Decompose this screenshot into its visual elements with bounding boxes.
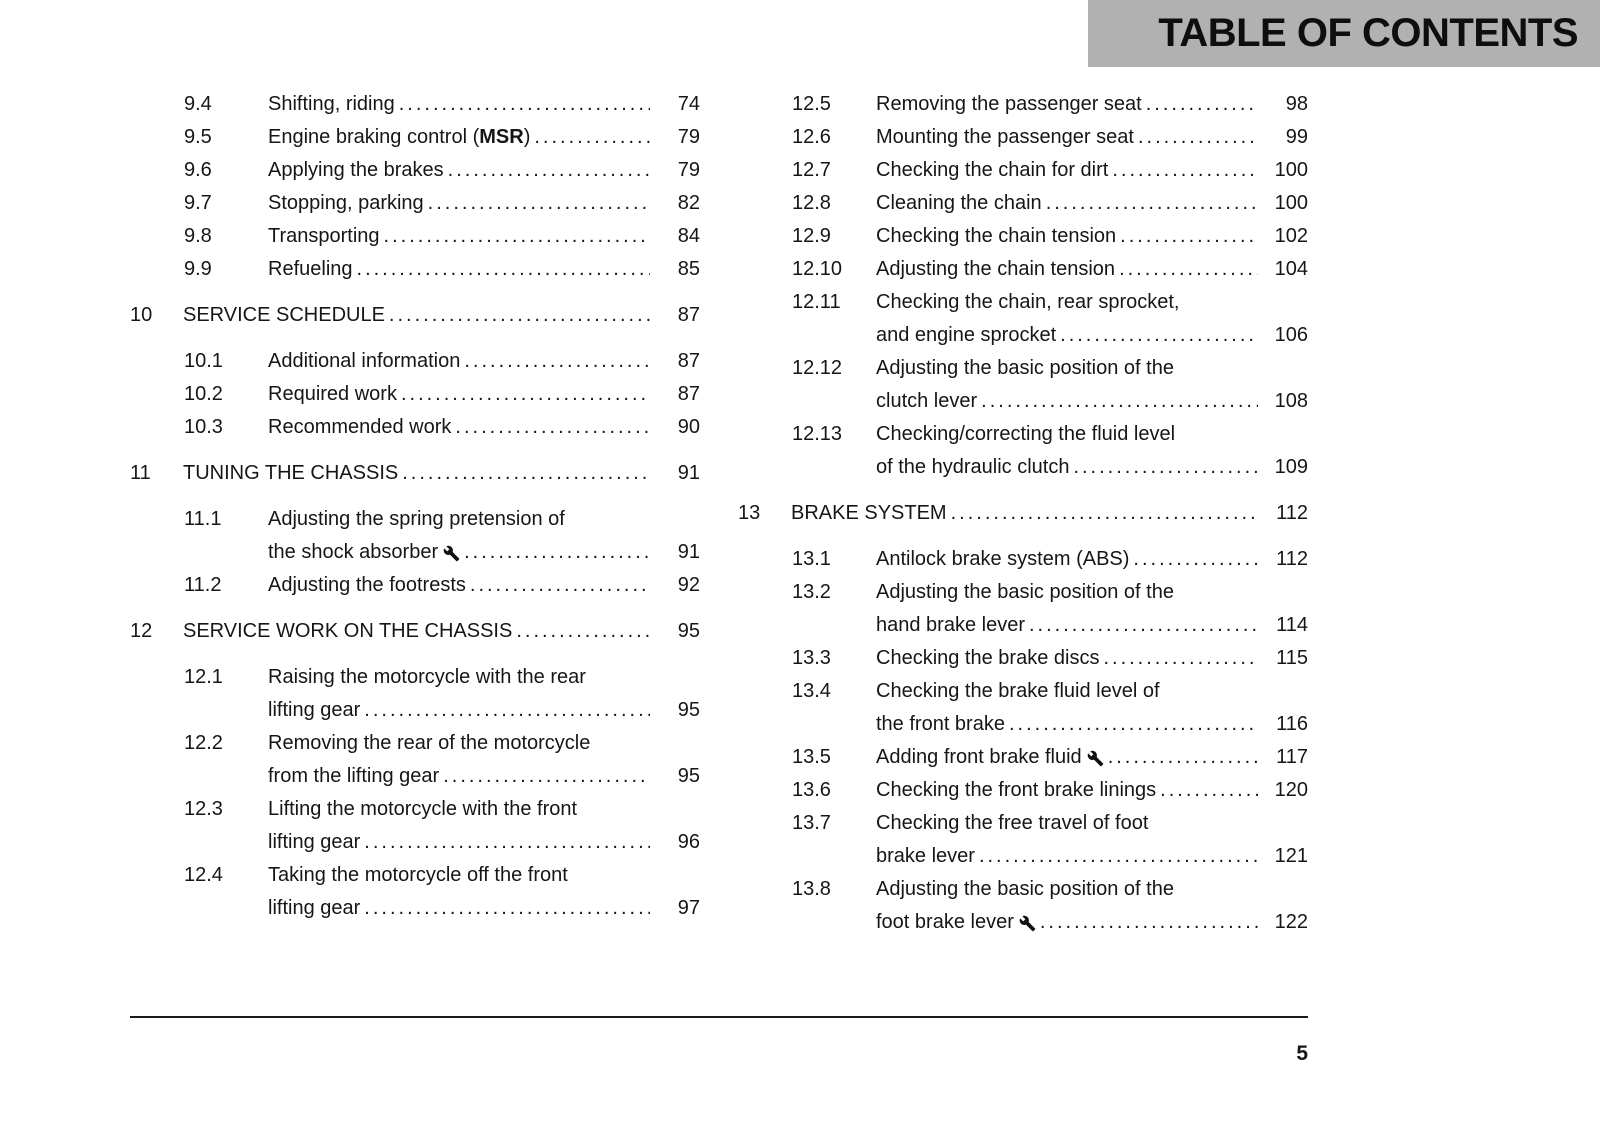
entry-number: 9.4 [184, 93, 212, 115]
dot-leader [470, 569, 650, 602]
toc-entry [130, 411, 700, 444]
entry-title: Stopping, parking [268, 192, 424, 214]
wrench-icon [443, 545, 460, 562]
entry-title: Checking the chain tension [876, 225, 1117, 247]
entry-number: 13.3 [792, 647, 831, 669]
entry-title: Required work [268, 383, 397, 405]
entry-title: Additional information [268, 350, 461, 372]
toc-entry [130, 253, 700, 286]
entry-page: 109 [1274, 456, 1308, 478]
toc-entry [738, 220, 1308, 253]
entry-number: 12.13 [792, 423, 843, 445]
entry-title-line2: from the lifting gear [268, 765, 440, 787]
entry-page: 87 [677, 383, 700, 405]
entry-title-line2: the shock absorber [268, 541, 439, 563]
entry-number: 9.9 [184, 258, 212, 280]
entry-title: Cleaning the chain [876, 192, 1042, 214]
dot-leader [464, 345, 650, 378]
dot-leader [979, 840, 1258, 873]
toc-section-entry [130, 615, 700, 648]
toc-entry [130, 187, 700, 220]
entry-number: 12.7 [792, 159, 831, 181]
toc-entry [130, 220, 700, 253]
entry-page: 104 [1274, 258, 1308, 280]
dot-leader [1103, 642, 1258, 675]
entry-title-line2: foot brake lever [876, 911, 1014, 933]
entry-title-line1: Adjusting the spring pretension of [268, 508, 565, 530]
toc-entry [130, 154, 700, 187]
entry-number: 13.1 [792, 548, 831, 570]
entry-number: 13.2 [792, 581, 831, 603]
dot-leader [402, 457, 650, 490]
entry-page: 97 [677, 897, 700, 919]
entry-title-line2: of the hydraulic clutch [876, 456, 1070, 478]
header-banner [1088, 0, 1600, 67]
entry-title-line2: brake lever [876, 845, 975, 867]
dot-leader [384, 220, 650, 253]
entry-number: 12.1 [184, 666, 223, 688]
entry-page: 112 [1276, 502, 1308, 524]
toc-entry [738, 873, 1308, 939]
entry-number: 13 [738, 502, 761, 524]
entry-page: 90 [677, 416, 700, 438]
dot-leader [1112, 154, 1258, 187]
entry-title-line1: Checking the free travel of foot [876, 812, 1149, 834]
entry-page: 87 [677, 350, 700, 372]
entry-number: 9.7 [184, 192, 212, 214]
entry-title-line2: hand brake lever [876, 614, 1025, 636]
entry-title: Checking the brake discs [876, 647, 1100, 669]
toc-entry [738, 253, 1308, 286]
toc-entry [738, 642, 1308, 675]
dot-leader [1029, 609, 1258, 642]
dot-leader [389, 299, 650, 332]
entry-page: 108 [1274, 390, 1308, 412]
toc-entry [738, 286, 1308, 352]
toc-entry [738, 774, 1308, 807]
dot-leader [516, 615, 650, 648]
dot-leader [534, 121, 650, 154]
entry-page: 82 [677, 192, 700, 214]
entry-page: 114 [1276, 614, 1308, 636]
entry-page: 98 [1285, 93, 1308, 115]
entry-title: Recommended work [268, 416, 452, 438]
entry-title: SERVICE WORK ON THE CHASSIS [183, 620, 513, 642]
entry-page: 74 [677, 93, 700, 115]
toc-entry [130, 378, 700, 411]
entry-title-line2: and engine sprocket [876, 324, 1057, 346]
entry-title-line2: lifting gear [268, 897, 361, 919]
entry-number: 9.6 [184, 159, 212, 181]
entry-number: 13.6 [792, 779, 831, 801]
entry-page: 79 [677, 159, 700, 181]
entry-title-line2: clutch lever [876, 390, 978, 412]
entry-number: 11.1 [184, 508, 222, 530]
entry-title: Removing the passenger seat [876, 93, 1142, 115]
entry-title-pre: Engine braking control ( [268, 126, 480, 148]
toc-column-right [738, 88, 1308, 939]
entry-page: 112 [1276, 548, 1308, 570]
dot-leader [1146, 88, 1258, 121]
entry-title: Checking the front brake linings [876, 779, 1157, 801]
page-title: TABLE OF CONTENTS [1158, 11, 1578, 55]
entry-number: 10 [130, 304, 153, 326]
entry-title-line2: lifting gear [268, 831, 361, 853]
toc-entry [738, 807, 1308, 873]
entry-number: 12.3 [184, 798, 223, 820]
entry-page: 106 [1274, 324, 1308, 346]
entry-number: 9.8 [184, 225, 212, 247]
entry-number: 9.5 [184, 126, 212, 148]
entry-number: 12.2 [184, 732, 223, 754]
toc-entry [130, 793, 700, 859]
toc-section-entry [130, 299, 700, 332]
dot-leader [1133, 543, 1258, 576]
entry-title: Checking the chain for dirt [876, 159, 1109, 181]
entry-title: Transporting [268, 225, 380, 247]
dot-leader [443, 760, 650, 793]
dot-leader [428, 187, 650, 220]
entry-number: 12.10 [792, 258, 843, 280]
toc-entry [130, 859, 700, 925]
toc-entry [738, 187, 1308, 220]
entry-page: 120 [1274, 779, 1308, 801]
entry-title-line1: Adjusting the basic position of the [876, 878, 1174, 900]
entry-title: Antilock brake system (ABS) [876, 548, 1130, 570]
toc-section-entry [738, 497, 1308, 530]
entry-page: 100 [1274, 159, 1308, 181]
entry-number: 13.4 [792, 680, 831, 702]
toc-entry [738, 543, 1308, 576]
entry-number: 11.2 [184, 574, 222, 596]
entry-page: 79 [677, 126, 700, 148]
entry-page: 100 [1274, 192, 1308, 214]
entry-title: Adjusting the chain tension [876, 258, 1116, 280]
toc-entry [738, 154, 1308, 187]
dot-leader [1040, 906, 1258, 939]
entry-number: 12.6 [792, 126, 831, 148]
entry-page: 91 [677, 541, 700, 563]
toc-entry [738, 418, 1308, 484]
entry-title: Mounting the passenger seat [876, 126, 1134, 148]
toc-entry [130, 345, 700, 378]
entry-page: 91 [677, 462, 700, 484]
entry-page: 102 [1274, 225, 1308, 247]
toc-entry [738, 675, 1308, 741]
entry-page: 121 [1274, 845, 1308, 867]
entry-title-line1: Raising the motorcycle with the rear [268, 666, 586, 688]
toc-entry [738, 352, 1308, 418]
dot-leader [951, 497, 1258, 530]
toc-entry [130, 661, 700, 727]
entry-title-line1: Removing the rear of the motorcycle [268, 732, 591, 754]
toc-entry [738, 576, 1308, 642]
dot-leader [364, 826, 650, 859]
entry-page: 95 [677, 765, 700, 787]
entry-page: 115 [1276, 647, 1308, 669]
toc-entry [738, 741, 1308, 774]
dot-leader [981, 385, 1258, 418]
entry-title: Adjusting the footrests [268, 574, 466, 596]
entry-title-line1: Lifting the motorcycle with the front [268, 798, 578, 820]
entry-number: 12.9 [792, 225, 831, 247]
dot-leader [357, 253, 650, 286]
entry-page: 95 [677, 699, 700, 721]
entry-title-line1: Taking the motorcycle off the front [268, 864, 568, 886]
wrench-icon [1087, 750, 1104, 767]
entry-title: Refueling [268, 258, 353, 280]
dot-leader [1009, 708, 1258, 741]
footer-rule [130, 1016, 1308, 1018]
entry-number: 12.12 [792, 357, 843, 379]
dot-leader [399, 88, 650, 121]
toc-entry [130, 569, 700, 602]
entry-title-line2: lifting gear [268, 699, 361, 721]
toc-entry [130, 121, 700, 154]
dot-leader [401, 378, 650, 411]
page-number: 5 [1296, 1042, 1308, 1065]
wrench-icon [1019, 915, 1036, 932]
toc-entry [130, 88, 700, 121]
entry-number: 10.3 [184, 416, 223, 438]
entry-page: 99 [1285, 126, 1308, 148]
entry-title: TUNING THE CHASSIS [183, 462, 399, 484]
toc-section-entry [130, 457, 700, 490]
toc-content [130, 88, 1308, 939]
entry-number: 13.7 [792, 812, 831, 834]
entry-title-line1: Adjusting the basic position of the [876, 357, 1174, 379]
entry-title-line1: Adjusting the basic position of the [876, 581, 1174, 603]
entry-number: 13.5 [792, 746, 831, 768]
toc-entry [738, 88, 1308, 121]
dot-leader [1160, 774, 1258, 807]
dot-leader [1073, 451, 1258, 484]
entry-title-line1: Checking the brake fluid level of [876, 680, 1160, 702]
dot-leader [448, 154, 650, 187]
entry-page: 96 [677, 831, 700, 853]
entry-number: 12 [130, 620, 153, 642]
entry-page: 87 [677, 304, 700, 326]
dot-leader [1119, 253, 1258, 286]
entry-title: SERVICE SCHEDULE [183, 304, 385, 326]
entry-number: 13.8 [792, 878, 831, 900]
dot-leader [364, 892, 650, 925]
dot-leader [1060, 319, 1258, 352]
dot-leader [1108, 741, 1258, 774]
entry-title [268, 121, 530, 154]
entry-number: 10.2 [184, 383, 223, 405]
entry-page: 92 [677, 574, 700, 596]
dot-leader [1138, 121, 1258, 154]
dot-leader [364, 694, 650, 727]
entry-title-line1: Checking the chain, rear sprocket, [876, 291, 1180, 313]
entry-title-bold: MSR [479, 126, 524, 148]
entry-page: 84 [677, 225, 700, 247]
entry-number: 11 [130, 462, 151, 484]
entry-title-post: ) [523, 126, 531, 148]
dot-leader [1046, 187, 1258, 220]
entry-number: 12.11 [792, 291, 841, 313]
entry-title: Adding front brake fluid [876, 746, 1082, 768]
toc-entry [130, 503, 700, 569]
entry-title-line2: the front brake [876, 713, 1005, 735]
entry-title-line1: Checking/correcting the fluid level [876, 423, 1176, 445]
entry-number: 10.1 [184, 350, 223, 372]
entry-number: 12.5 [792, 93, 831, 115]
entry-number: 12.8 [792, 192, 831, 214]
toc-entry [130, 727, 700, 793]
entry-title: Applying the brakes [268, 159, 444, 181]
entry-page: 85 [677, 258, 700, 280]
entry-page: 116 [1276, 713, 1308, 735]
entry-title: BRAKE SYSTEM [791, 502, 947, 524]
dot-leader [455, 411, 650, 444]
toc-entry [738, 121, 1308, 154]
entry-page: 95 [677, 620, 700, 642]
toc-column-left [130, 88, 700, 939]
dot-leader [1120, 220, 1258, 253]
entry-page: 122 [1274, 911, 1308, 933]
dot-leader [464, 536, 650, 569]
entry-title: Shifting, riding [268, 93, 395, 115]
entry-number: 12.4 [184, 864, 223, 886]
entry-page: 117 [1276, 746, 1308, 768]
